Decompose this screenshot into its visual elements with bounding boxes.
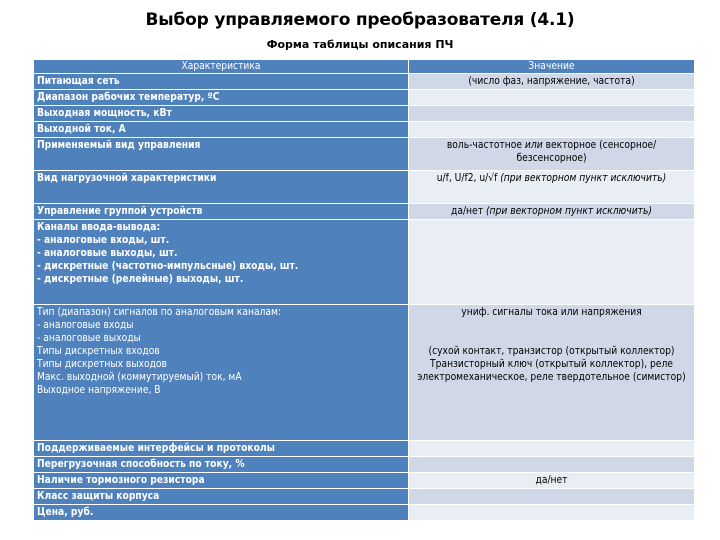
row-label-line: Типы дискретных выходов	[37, 359, 167, 370]
value-text: да/нет	[451, 206, 486, 217]
row-label: Цена, руб.	[34, 505, 409, 521]
row-label: Класс защиты корпуса	[34, 489, 409, 505]
row-label	[34, 220, 409, 305]
row-label: Поддерживаемые интерфейсы и протоколы	[34, 441, 409, 457]
table-row	[34, 106, 695, 122]
row-label-title: Каналы ввода-вывода:	[37, 222, 161, 233]
row-value	[409, 138, 695, 171]
row-value	[409, 90, 695, 106]
value-text: воль-частотное	[446, 140, 525, 151]
table-row	[34, 489, 695, 505]
row-label: Диапазон рабочих температур, ºС	[34, 90, 409, 106]
table-row	[34, 138, 695, 171]
value-line: Транзисторный ключ (открытый коллектор), реле электромеханическое, реле твердотельное (симистор)	[417, 359, 686, 383]
table-row	[34, 90, 695, 106]
row-value	[409, 122, 695, 138]
row-label: Перегрузочная способность по току, %	[34, 457, 409, 473]
page-title: Выбор управляемого преобразователя (4.1)	[145, 10, 575, 30]
value-line: униф. сигналы тока или напряжения	[461, 307, 642, 318]
row-value: да/нет	[409, 473, 695, 489]
row-label: Управление группой устройств	[34, 204, 409, 220]
row-label-line: - аналоговые выходы, шт.	[37, 248, 178, 259]
table-row	[34, 305, 695, 441]
row-value	[409, 171, 695, 204]
value-italic: (при векторном пункт исключить)	[500, 173, 667, 184]
row-label-line: - аналоговые выходы	[37, 333, 141, 344]
row-value	[409, 457, 695, 473]
row-label-line: Типы дискретных входов	[37, 346, 160, 357]
table-row	[34, 171, 695, 204]
row-value	[409, 441, 695, 457]
row-label	[34, 305, 409, 441]
table-row	[34, 74, 695, 90]
value-line: (сухой контакт, транзистор (открытый коллектор)	[428, 346, 675, 357]
table-row	[34, 220, 695, 305]
row-value	[409, 204, 695, 220]
row-label-line: Макс. выходной (коммутируемый) ток, мА	[37, 372, 242, 383]
row-label: Наличие тормозного резистора	[34, 473, 409, 489]
row-label-line: Выходное напряжение, В	[37, 385, 161, 396]
value-line	[412, 332, 691, 345]
row-value	[409, 220, 695, 305]
table-row	[34, 473, 695, 489]
row-label-line: - дискретные (частотно-импульсные) входы, шт.	[37, 261, 299, 272]
table-row	[34, 441, 695, 457]
header-value: Значение	[409, 60, 695, 74]
value-text: векторное (сенсорное/ безсенсорное)	[516, 140, 657, 164]
row-value: (число фаз, напряжение, частота)	[409, 74, 695, 90]
row-label: Применяемый вид управления	[34, 138, 409, 171]
row-value	[409, 305, 695, 441]
table-row	[34, 505, 695, 521]
row-label: Вид нагрузочной характеристики	[34, 171, 409, 204]
row-label-title: Тип (диапазон) сигналов по аналоговым каналам:	[37, 307, 282, 318]
table-row	[34, 204, 695, 220]
table-row	[34, 457, 695, 473]
value-text: u/f, U/f2, u/√f	[436, 173, 501, 184]
table-header-row	[34, 60, 695, 74]
row-label: Питающая сеть	[34, 74, 409, 90]
row-value	[409, 106, 695, 122]
row-label-line: - аналоговые входы	[37, 320, 134, 331]
row-value	[409, 505, 695, 521]
row-label-line: - дискретные (релейные) выходы, шт.	[37, 274, 244, 285]
page-subtitle: Форма таблицы описания ПЧ	[266, 38, 454, 51]
row-label: Выходная мощность, кВт	[34, 106, 409, 122]
spec-table	[33, 59, 695, 521]
row-label: Выходной ток, А	[34, 122, 409, 138]
value-italic: или	[524, 140, 543, 151]
row-value	[409, 489, 695, 505]
table-row	[34, 122, 695, 138]
row-label-line: - аналоговые входы, шт.	[37, 235, 170, 246]
header-characteristic: Характеристика	[34, 60, 409, 74]
value-line	[412, 319, 691, 332]
value-italic: (при векторном пункт исключить)	[485, 206, 652, 217]
